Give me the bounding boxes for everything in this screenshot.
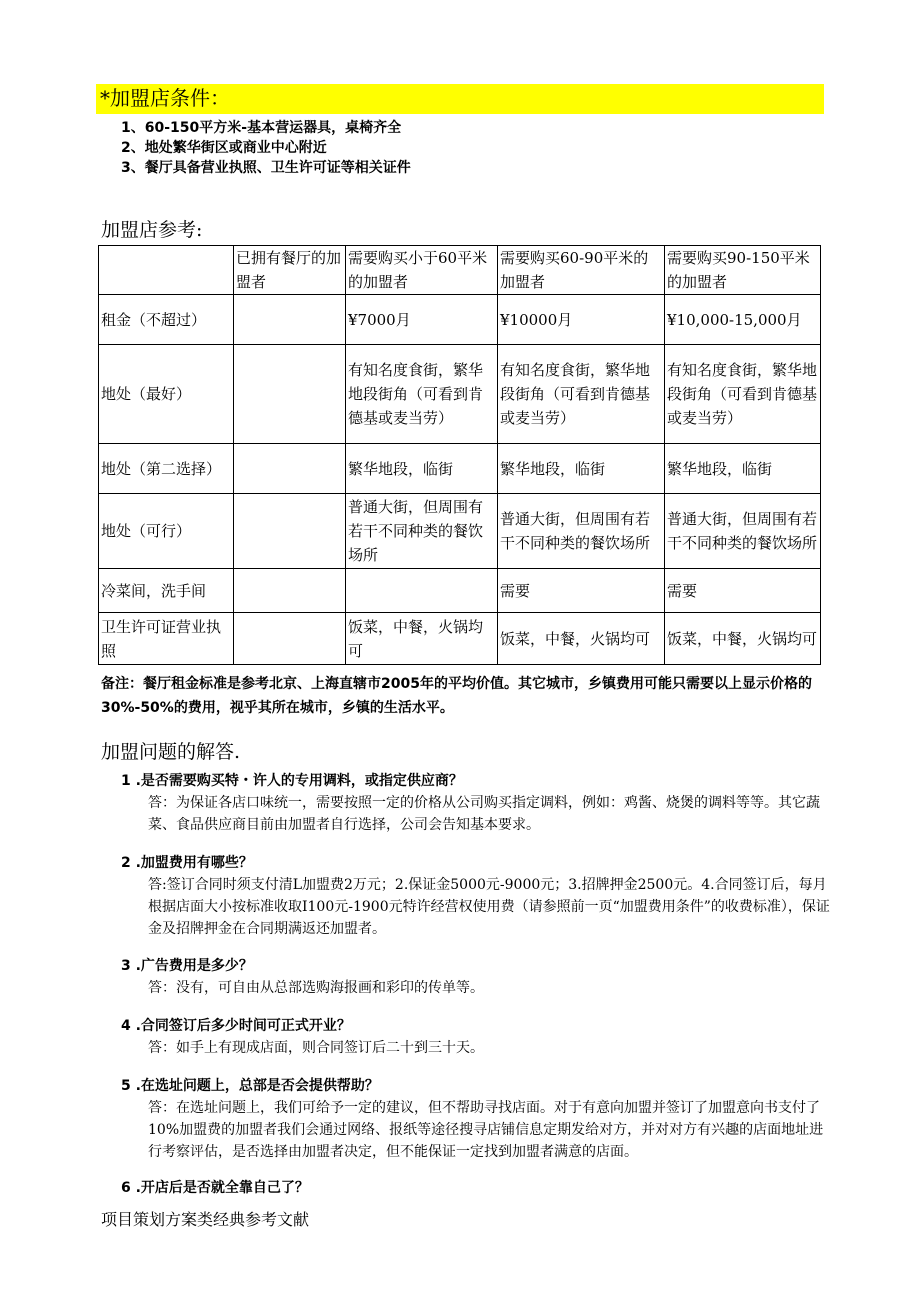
faq-question: 5 .在选址问题上，总部是否会提供帮助？ <box>121 1078 379 1094</box>
conditions-title: *加盟店条件： <box>100 86 230 110</box>
faq-item <box>121 852 831 940</box>
table-cell: 有知名度食街，繁华地段街角（可看到肯德基或麦当劳） <box>665 345 821 444</box>
table-cell: 繁华地段，临街 <box>665 444 821 494</box>
table-cell <box>234 295 346 345</box>
table-header-cell: 需要购买90-150平米的加盟者 <box>665 246 821 295</box>
condition-item: 1、60-150平方米-基本营运器具，桌椅齐全 <box>121 120 402 136</box>
condition-item: 3、餐厅具备营业执照、卫生许可证等相关证件 <box>121 160 411 176</box>
table-header-cell: 已拥有餐厅的加盟者 <box>234 246 346 295</box>
table-header-cell: 需要购买小于60平米的加盟者 <box>346 246 498 295</box>
faq-question: 1 .是否需要购买特・许人的专用调料，或指定供应商？ <box>121 773 463 789</box>
table-cell <box>234 444 346 494</box>
faq-title: 加盟问题的解答. <box>101 741 241 763</box>
table-cell: 繁华地段，临街 <box>346 444 498 494</box>
faq-item <box>121 1015 831 1059</box>
table-cell <box>346 569 498 613</box>
faq-answer: 答:签订合同时须支付清L加盟费2万元；2.保证金5000元-9000元；3.招牌押金2500元。4.合同签订后，每月根据店面大小按标准收取I100元-1900元特许经营权使用费（请参照前一页“加盟费用条件”的收费标准），保证金及招牌押金在合同期满返还加盟者。 <box>148 877 830 937</box>
faq-question: 3 .广告费用是多少？ <box>121 958 253 974</box>
table-cell: 需要 <box>665 569 821 613</box>
table-cell: 卫生许可证营业执照 <box>99 613 234 665</box>
table-cell: ¥10,000-15,000月 <box>665 295 821 345</box>
faq-question: 6 .开店后是否就全靠自己了？ <box>121 1180 309 1196</box>
table-cell <box>234 494 346 569</box>
table-cell: 饭菜，中餐，火锅均可 <box>346 613 498 665</box>
remark-note: 备注：餐厅租金标准是参考北京、上海直辖市2005年的平均价值。其它城市，乡镇费用可能只需要以上显示价格的30%-50%的费用，视乎其所在城市，乡镇的生活水平。 <box>101 676 812 716</box>
table-cell: 地处（最好） <box>99 345 234 444</box>
table-cell: ¥7000月 <box>346 295 498 345</box>
faq-answer: 答：没有，可自由从总部选购海报画和彩印的传单等。 <box>148 980 484 996</box>
reference-title: 加盟店参考: <box>101 219 203 241</box>
table-cell: 普通大街，但周围有若干不同种类的餐饮场所 <box>498 494 665 569</box>
table-cell <box>234 345 346 444</box>
table-cell: 普通大街，但周围有若干不同种类的餐饮场所 <box>665 494 821 569</box>
table-cell: 饭菜，中餐，火锅均可 <box>665 613 821 665</box>
faq-question: 2 .加盟费用有哪些？ <box>121 855 253 871</box>
footer-text: 项目策划方案类经典参考文献 <box>101 1210 310 1229</box>
table-cell: 需要 <box>498 569 665 613</box>
table-cell: 有知名度食街，繁华地段街角（可看到肯德基或麦当劳） <box>498 345 665 444</box>
conditions-banner <box>96 84 824 114</box>
table-cell: 冷菜间，洗手间 <box>99 569 234 613</box>
table-row <box>99 345 821 444</box>
faq-item <box>121 955 831 999</box>
faq-item <box>121 1075 831 1163</box>
reference-table <box>98 245 821 665</box>
faq-item <box>121 770 831 836</box>
faq-answer: 答：在选址问题上，我们可给予一定的建议，但不帮助寻找店面。对于有意向加盟并签订了加盟意向书支付了10%加盟费的加盟者我们会通过网络、报纸等途径搜寻店铺信息定期发给对方，并对对方有兴趣的店面地址进行考察评估，是否选择由加盟者决定，但不能保证一定找到加盟者满意的店面。 <box>148 1100 824 1160</box>
table-cell: 地处（第二选择） <box>99 444 234 494</box>
table-cell: 繁华地段，临街 <box>498 444 665 494</box>
condition-item: 2、地处繁华街区或商业中心附近 <box>121 140 327 156</box>
table-row <box>99 613 821 665</box>
table-cell <box>234 569 346 613</box>
table-cell: 地处（可行） <box>99 494 234 569</box>
table-cell: ¥10000月 <box>498 295 665 345</box>
table-cell: 有知名度食街，繁华地段街角（可看到肯德基或麦当劳） <box>346 345 498 444</box>
faq-answer: 答：如手上有现成店面，则合同签订后二十到三十天。 <box>148 1040 484 1056</box>
faq-answer: 答：为保证各店口味统一，需要按照一定的价格从公司购买指定调料，例如：鸡酱、烧煲的调料等等。其它蔬菜、食品供应商目前由加盟者自行选择，公司会告知基本要求。 <box>148 795 820 833</box>
table-cell: 饭菜，中餐，火锅均可 <box>498 613 665 665</box>
table-header-row <box>99 246 821 295</box>
table-header-cell: 需要购买60-90平米的加盟者 <box>498 246 665 295</box>
table-row <box>99 444 821 494</box>
table-cell: 租金（不超过） <box>99 295 234 345</box>
table-row <box>99 295 821 345</box>
table-cell: 普通大街，但周围有若干不同种类的餐饮场所 <box>346 494 498 569</box>
table-row <box>99 494 821 569</box>
table-cell <box>234 613 346 665</box>
faq-question: 4 .合同签订后多少时间可正式开业？ <box>121 1018 351 1034</box>
table-row <box>99 569 821 613</box>
faq-item <box>121 1177 831 1199</box>
conditions-list <box>121 118 411 178</box>
table-header-cell <box>99 246 234 295</box>
